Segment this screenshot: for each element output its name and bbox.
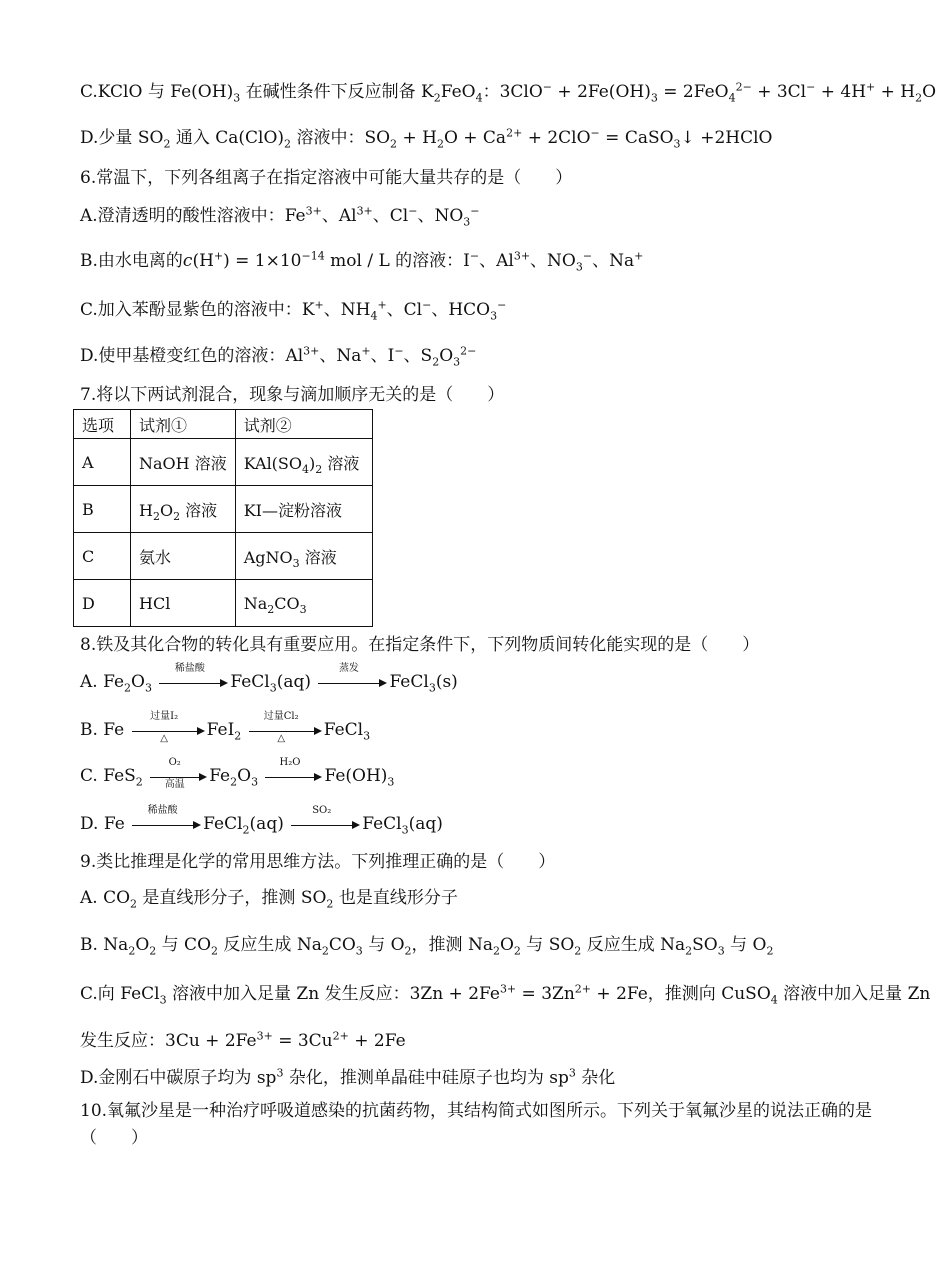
text: D.使甲基橙变红色的溶液： xyxy=(80,346,286,366)
q10-answer-paren: （ ） xyxy=(80,1128,148,1148)
q6-option-b: B.由水电离的$c(H^+) = 1\times 10^{-14}$ mol / L 的溶液：I−、$Al^{3+}$、$NO_3^-$、Na+ xyxy=(80,249,644,274)
row-reagent-2: $Na_2CO_3$ xyxy=(235,580,372,627)
text: 溶液中： xyxy=(291,128,365,148)
q7-stem: 7.将以下两试剂混合，现象与滴加顺序无关的是（ ） xyxy=(80,385,505,405)
text: 也是直线形分子 xyxy=(333,888,458,908)
row-reagent-2: KI—淀粉溶液 xyxy=(235,486,372,533)
text: 杂化 xyxy=(575,1068,616,1088)
text: 溶液中加入足量 Zn xyxy=(777,984,931,1004)
row-option: B xyxy=(74,486,131,533)
text: = 3Cu xyxy=(272,1031,333,1051)
q8-option-c: C. FeS$_2$ O₂ 高温 $Fe_2O_3$ H₂O $Fe(OH)_3$ xyxy=(80,764,394,789)
header-reagent-1: 试剂① xyxy=(131,410,236,439)
text: D.少量 xyxy=(80,128,138,148)
q9-option-a: A. $CO_2$ 是直线形分子，推测 $SO_2$ 也是直线形分子 xyxy=(80,888,458,911)
table-header-row xyxy=(74,410,373,439)
text: D. Fe xyxy=(80,814,125,834)
text: 通入 xyxy=(170,128,216,148)
text: 发生反应：3Cu + 2Fe xyxy=(80,1031,257,1051)
reaction-arrow xyxy=(132,710,205,744)
text: B.由水电离的 xyxy=(80,251,183,271)
text: C.加入苯酚显紫色的溶液中： xyxy=(80,300,302,320)
header-option: 选项 xyxy=(74,410,131,439)
row-reagent-1: 氨水 xyxy=(131,533,236,580)
reaction-arrow xyxy=(318,662,387,695)
reaction-arrow xyxy=(132,804,201,837)
arrow-label: △ xyxy=(160,732,168,744)
q8-stem: 8.铁及其化合物的转化具有重要应用。在指定条件下，下列物质间转化能实现的是（ ） xyxy=(80,635,760,655)
q8-option-d: D. Fe 稀盐酸 FeCl$_2$(aq) SO₂ FeCl$_3$(aq) xyxy=(80,812,443,837)
text: A.澄清透明的酸性溶液中： xyxy=(80,206,285,226)
q6-option-d: D.使甲基橙变红色的溶液：$Al^{3+}$、Na+、I−、$S_2O_3^{2-}$ xyxy=(80,344,477,369)
row-option: C xyxy=(74,533,131,580)
q6-stem: 6.常温下，下列各组离子在指定溶液中可能大量共存的是（ ） xyxy=(80,168,573,188)
text: 溶液 xyxy=(180,500,218,520)
text: 溶液 xyxy=(322,453,360,473)
q9-stem: 9.类比推理是化学的常用思维方法。下列推理正确的是（ ） xyxy=(80,852,556,872)
arrow-label: H₂O xyxy=(279,756,301,768)
q7-table xyxy=(73,409,373,627)
arrow-label: 蒸发 xyxy=(338,662,359,674)
table-row xyxy=(74,580,373,627)
reaction-arrow xyxy=(249,710,322,744)
q9-option-c: C.向 FeCl$_3$ 溶液中加入足量 Zn 发生反应：$3Zn + 2Fe^{3+} = 3Zn^{2+} + 2Fe$，推测向 CuSO$_4$ 溶液中加入足量 Zn xyxy=(80,982,931,1007)
q8-option-b: B. Fe 过量I₂ △ FeI$_2$ 过量Cl₂ △ FeCl$_3$ xyxy=(80,718,370,743)
q6-option-a: A.澄清透明的酸性溶液中：$Fe^{3+}$、$Al^{3+}$、Cl−、$NO_3^-$ xyxy=(80,204,480,229)
arrow-label: 过量Cl₂ xyxy=(263,710,299,722)
arrow-label: △ xyxy=(277,732,286,744)
text: 是直线形分子，推测 SO xyxy=(137,888,327,908)
q9-option-d: D.金刚石中碳原子均为 $sp^3$ 杂化，推测单晶硅中硅原子也均为 $sp^3$ 杂化 xyxy=(80,1066,616,1088)
text: ：3ClO xyxy=(482,82,543,102)
text: C.KClO 与 xyxy=(80,82,171,102)
table-row xyxy=(74,533,373,580)
arrow-label: 稀盐酸 xyxy=(147,804,178,816)
arrow-label: SO₂ xyxy=(312,804,332,816)
reaction-arrow xyxy=(265,756,322,789)
arrow-label: 过量I₂ xyxy=(150,710,179,722)
text: 杂化，推测单晶硅中硅原子也均为 sp xyxy=(283,1068,569,1088)
row-reagent-1: NaOH 溶液 xyxy=(131,439,236,486)
row-reagent-2: $KAl(SO_4)_2$ 溶液 xyxy=(235,439,372,486)
row-reagent-1: HCl xyxy=(131,580,236,627)
text: A. CO xyxy=(80,888,131,908)
q9-option-b: B. $Na_2O_2$ 与 $CO_2$ 反应生成 $Na_2CO_3$ 与 $O_2$，推测 $Na_2O_2$ 与 $SO_2$ 反应生成 $Na_2SO_3$ 与 $O_2$ xyxy=(80,935,774,958)
reaction-arrow xyxy=(291,804,360,837)
header-reagent-2: 试剂② xyxy=(235,410,372,439)
row-reagent-1: $H_2O_2$ 溶液 xyxy=(131,486,236,533)
row-reagent-2: AgNO$_3$ 溶液 xyxy=(235,533,372,580)
text: B. Fe xyxy=(80,720,125,740)
text: A. xyxy=(80,672,104,692)
row-option: A xyxy=(74,439,131,486)
text: 溶液 xyxy=(299,547,337,567)
text: C.向 FeCl xyxy=(80,984,160,1004)
text: 的溶液： xyxy=(389,251,464,271)
arrow-label: O₂ xyxy=(168,756,181,768)
text: = 3Zn xyxy=(516,984,575,1004)
table-row xyxy=(74,439,373,486)
table-row xyxy=(74,486,373,533)
text: C. FeS xyxy=(80,766,136,786)
reaction-arrow xyxy=(150,756,207,790)
q6-option-c: C.加入苯酚显紫色的溶液中：K+、$NH_4^+$、Cl−、$HCO_3^-$ xyxy=(80,298,507,323)
q9-option-c-cont: 发生反应：$3Cu + 2Fe^{3+} = 3Cu^{2+} + 2Fe$ xyxy=(80,1029,406,1051)
q5-option-d: D.少量 $SO_2$ 通入 $Ca(ClO)_2$ 溶液中：$SO_2 + H_2O + Ca^{2+} + 2ClO^-$ = CaSO$_3$↓ +2HClO xyxy=(80,126,773,151)
q8-option-a: A. $Fe_2O_3$ 稀盐酸 FeCl$_3$(aq) 蒸发 FeCl$_3$(s) xyxy=(80,670,458,695)
row-option: D xyxy=(74,580,131,627)
text: 在碱性条件下反应制备 xyxy=(240,82,422,102)
reaction-arrow xyxy=(159,662,228,695)
arrow-label: 高温 xyxy=(164,778,185,790)
text: D.金刚石中碳原子均为 sp xyxy=(80,1068,277,1088)
text: + 2Fe，推测向 CuSO xyxy=(591,984,771,1004)
q10-stem: 10.氧氟沙星是一种治疗呼吸道感染的抗菌药物，其结构简式如图所示。下列关于氧氟沙星的说法正确的是 xyxy=(80,1101,873,1121)
text: 溶液中加入足量 Zn 发生反应：3Zn + 2Fe xyxy=(166,984,500,1004)
q5-option-c: C.KClO 与 $Fe(OH)_3$ 在碱性条件下反应制备 $K_2FeO_4$：$3ClO^- + 2Fe(OH)_3 = 2FeO_4^{2-} + 3Cl^- + 4H^+ + H_2O$ xyxy=(80,80,936,105)
arrow-label: 稀盐酸 xyxy=(174,662,205,674)
text: + 2Fe xyxy=(348,1031,406,1051)
